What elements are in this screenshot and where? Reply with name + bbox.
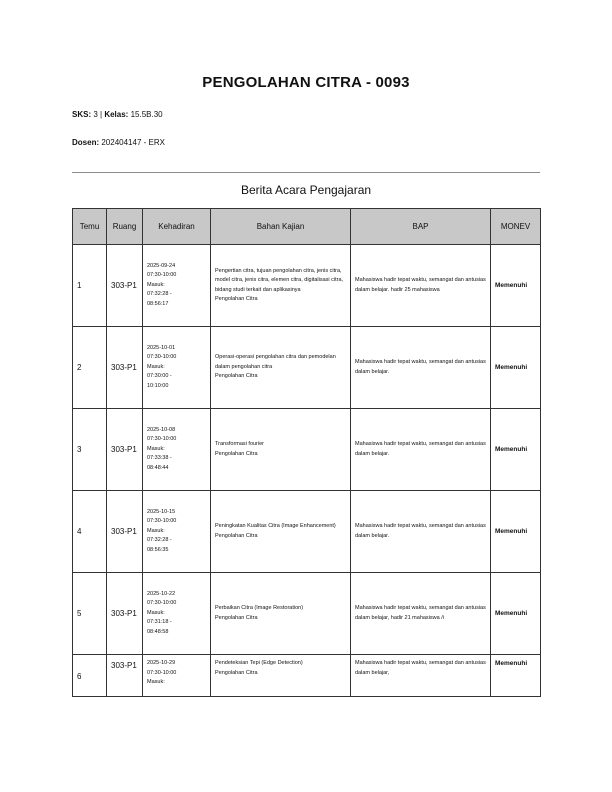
cell-kehadiran: 2025-10-15 07:30-10:00 Masuk: 07:32:28 - 08:56:35 [143, 491, 211, 573]
cell-ruang: 303-P1 [107, 573, 143, 655]
cell-bahan-kajian: Pendeteksian Tepi (Edge Detection) Pengolahan Citra [211, 655, 351, 697]
cell-ruang: 303-P1 [107, 655, 143, 697]
cell-temu: 5 [73, 573, 107, 655]
header-bap: BAP [351, 209, 491, 245]
cell-monev: Memenuhi [491, 655, 541, 697]
bap-table [72, 208, 541, 697]
cell-bahan-kajian: Perbaikan Citra (Image Restoration) Pengolahan Citra [211, 573, 351, 655]
dosen-value: 202404147 - ERX [99, 138, 165, 147]
table-row [73, 245, 541, 327]
cell-bap: Mahasiswa hadir tepat waktu, semangat dan antusias dalam belajar. hadir 25 mahasiswa [351, 245, 491, 327]
table-row [73, 327, 541, 409]
header-monev: MONEV [491, 209, 541, 245]
table-row [73, 409, 541, 491]
kelas-label: Kelas: [104, 110, 129, 119]
cell-monev: Memenuhi [491, 491, 541, 573]
divider [72, 172, 540, 173]
header-ruang: Ruang [107, 209, 143, 245]
cell-ruang: 303-P1 [107, 327, 143, 409]
cell-temu: 3 [73, 409, 107, 491]
cell-monev: Memenuhi [491, 327, 541, 409]
cell-bahan-kajian: Peningkatan Kualitas Citra (Image Enhancement) Pengolahan Citra [211, 491, 351, 573]
table-row [73, 491, 541, 573]
sks-value: 3 | [91, 110, 105, 119]
cell-bap: Mahasiswa hadir tepat waktu, semangat dan antusias dalam belajar. [351, 409, 491, 491]
cell-temu: 2 [73, 327, 107, 409]
cell-bahan-kajian: Transformasi fourier Pengolahan Citra [211, 409, 351, 491]
dosen-line [72, 138, 165, 147]
cell-monev: Memenuhi [491, 245, 541, 327]
header-bahan-kajian: Bahan Kajian [211, 209, 351, 245]
cell-kehadiran: 2025-10-29 07:30-10:00 Masuk: [143, 655, 211, 697]
cell-temu: 4 [73, 491, 107, 573]
cell-kehadiran: 2025-09-24 07:30-10:00 Masuk: 07:32:28 - 08:56:17 [143, 245, 211, 327]
cell-monev: Memenuhi [491, 573, 541, 655]
cell-bahan-kajian: Operasi-operasi pengolahan citra dan pemodelan dalam pengolahan citra Pengolahan Citra [211, 327, 351, 409]
table-header-row [73, 209, 541, 245]
section-title: Berita Acara Pengajaran [240, 183, 372, 197]
table-row [73, 573, 541, 655]
cell-bahan-kajian: Pengertian citra, tujuan pengolahan citra, jenis citra, model citra, jenis citra, elemen citra, digitalisasi citra, bidang studi terkait dan aplikasinya Pengolahan Citra [211, 245, 351, 327]
table-row [73, 655, 541, 697]
kelas-value: 15.5B.30 [128, 110, 163, 119]
cell-kehadiran: 2025-10-01 07:30-10:00 Masuk: 07:30:00 - 10:10:00 [143, 327, 211, 409]
cell-bap: Mahasiswa hadir tepat waktu, semangat dan antusias dalam belajar, hadir 21 mahasiswa /i [351, 573, 491, 655]
cell-ruang: 303-P1 [107, 245, 143, 327]
cell-ruang: 303-P1 [107, 409, 143, 491]
cell-kehadiran: 2025-10-08 07:30-10:00 Masuk: 07:33:38 - 08:48:44 [143, 409, 211, 491]
cell-bap: Mahasiswa hadir tepat waktu, semangat dan antusias dalam belajar, [351, 655, 491, 697]
sks-kelas-line [72, 110, 163, 119]
cell-bap: Mahasiswa hadir tepat waktu, semangat dan antusias dalam belajar. [351, 327, 491, 409]
cell-bap: Mahasiswa hadir tepat waktu, semangat dan antusias dalam belajar. [351, 491, 491, 573]
dosen-label: Dosen: [72, 138, 100, 147]
page-title: PENGOLAHAN CITRA - 0093 [202, 74, 410, 91]
cell-temu: 6 [73, 655, 107, 697]
cell-ruang: 303-P1 [107, 491, 143, 573]
cell-monev: Memenuhi [491, 409, 541, 491]
header-temu: Temu [73, 209, 107, 245]
sks-label: SKS: [72, 110, 92, 119]
cell-temu: 1 [73, 245, 107, 327]
cell-kehadiran: 2025-10-22 07:30-10:00 Masuk: 07:31:18 - 08:48:58 [143, 573, 211, 655]
header-kehadiran: Kehadiran [143, 209, 211, 245]
